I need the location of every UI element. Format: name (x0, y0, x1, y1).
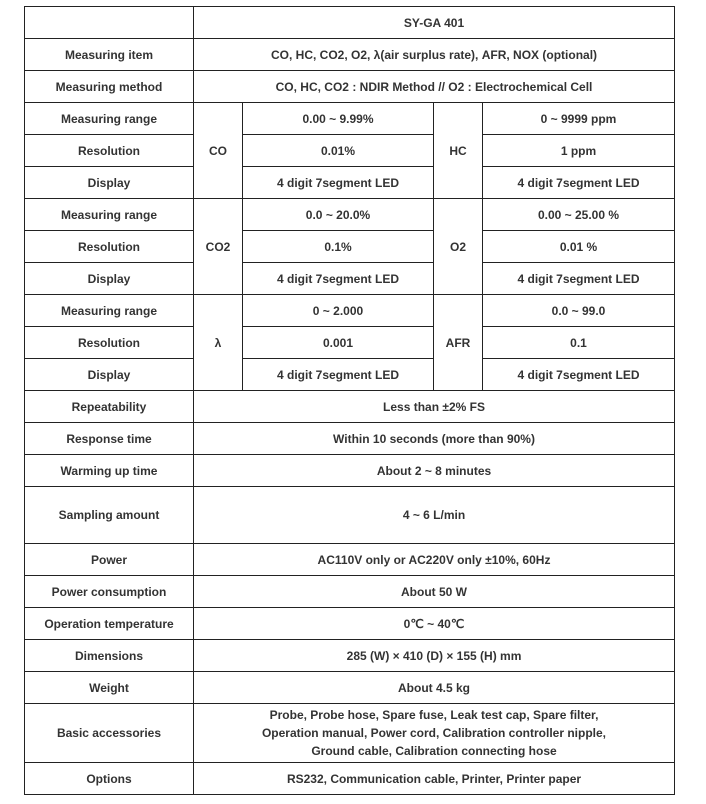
row-label: Display (25, 167, 194, 199)
cell-value: 0.001 (243, 327, 434, 359)
table-row (25, 167, 675, 199)
row-label: Options (25, 763, 194, 795)
row-label: Measuring range (25, 199, 194, 231)
accessories-line: Probe, Probe hose, Spare fuse, Leak test cap, Spare filter, (269, 708, 599, 722)
table-row (25, 391, 675, 423)
table-row (25, 71, 675, 103)
gas-label: CO (194, 103, 243, 199)
cell-value: 4 digit 7segment LED (243, 263, 434, 295)
row-label: Repeatability (25, 391, 194, 423)
cell-value: 0.1% (243, 231, 434, 263)
table-row (25, 763, 675, 795)
row-label: Dimensions (25, 640, 194, 672)
row-label: Measuring item (25, 39, 194, 71)
gas-label: λ (194, 295, 243, 391)
table-row (25, 608, 675, 640)
table-row (25, 423, 675, 455)
table-row-title (25, 7, 675, 39)
row-value: CO, HC, CO2, O2, λ(air surplus rate), AFR, NOX (optional) (194, 39, 675, 71)
gas-label: HC (434, 103, 483, 199)
row-value: RS232, Communication cable, Printer, Printer paper (194, 763, 675, 795)
cell-value: 0.1 (483, 327, 675, 359)
table-row (25, 135, 675, 167)
table-row (25, 487, 675, 544)
row-label: Warming up time (25, 455, 194, 487)
row-value: About 50 W (194, 576, 675, 608)
row-label: Measuring method (25, 71, 194, 103)
row-label: Resolution (25, 231, 194, 263)
row-value: Within 10 seconds (more than 90%) (194, 423, 675, 455)
cell-value: 0.00 ~ 25.00 % (483, 199, 675, 231)
table-row (25, 231, 675, 263)
row-value: About 2 ~ 8 minutes (194, 455, 675, 487)
table-row (25, 295, 675, 327)
cell-value: 4 digit 7segment LED (483, 167, 675, 199)
row-value: AC110V only or AC220V only ±10%, 60Hz (194, 544, 675, 576)
accessories-line: Ground cable, Calibration connecting hose (311, 744, 557, 758)
row-label: Power (25, 544, 194, 576)
table-row (25, 576, 675, 608)
row-label: Operation temperature (25, 608, 194, 640)
cell-value: 0 ~ 9999 ppm (483, 103, 675, 135)
cell-value: 0 ~ 2.000 (243, 295, 434, 327)
row-label: Weight (25, 672, 194, 704)
table-row (25, 39, 675, 71)
gas-label: CO2 (194, 199, 243, 295)
gas-label: O2 (434, 199, 483, 295)
row-value: About 4.5 kg (194, 672, 675, 704)
table-row (25, 359, 675, 391)
table-row (25, 263, 675, 295)
cell-value: 1 ppm (483, 135, 675, 167)
row-label: Display (25, 263, 194, 295)
row-label: Response time (25, 423, 194, 455)
table-row (25, 544, 675, 576)
row-label: Measuring range (25, 295, 194, 327)
accessories-value (194, 704, 675, 763)
row-label: Basic accessories (25, 704, 194, 763)
cell-value: 4 digit 7segment LED (243, 167, 434, 199)
row-label: Resolution (25, 327, 194, 359)
table-row (25, 103, 675, 135)
row-label: Measuring range (25, 103, 194, 135)
cell-value: 4 digit 7segment LED (243, 359, 434, 391)
row-value: 4 ~ 6 L/min (194, 487, 675, 544)
table-row (25, 199, 675, 231)
cell-value: 0.0 ~ 20.0% (243, 199, 434, 231)
table-row (25, 640, 675, 672)
cell-value: 0.00 ~ 9.99% (243, 103, 434, 135)
row-value: 285 (W) × 410 (D) × 155 (H) mm (194, 640, 675, 672)
table-row (25, 455, 675, 487)
cell-value: 4 digit 7segment LED (483, 359, 675, 391)
cell-value: 0.01 % (483, 231, 675, 263)
cell-value: 4 digit 7segment LED (483, 263, 675, 295)
table-row (25, 327, 675, 359)
cell-value: 0.01% (243, 135, 434, 167)
spec-table (24, 6, 675, 795)
row-label: Sampling amount (25, 487, 194, 544)
table-row (25, 672, 675, 704)
row-label: Resolution (25, 135, 194, 167)
model-title: SY-GA 401 (194, 7, 675, 39)
row-label: Power consumption (25, 576, 194, 608)
header-empty-cell (25, 7, 194, 39)
row-label: Display (25, 359, 194, 391)
table-row (25, 704, 675, 763)
row-value: 0℃ ~ 40℃ (194, 608, 675, 640)
cell-value: 0.0 ~ 99.0 (483, 295, 675, 327)
accessories-line: Operation manual, Power cord, Calibration controller nipple, (261, 726, 607, 740)
row-value: Less than ±2% FS (194, 391, 675, 423)
row-value: CO, HC, CO2 : NDIR Method // O2 : Electrochemical Cell (194, 71, 675, 103)
gas-label: AFR (434, 295, 483, 391)
